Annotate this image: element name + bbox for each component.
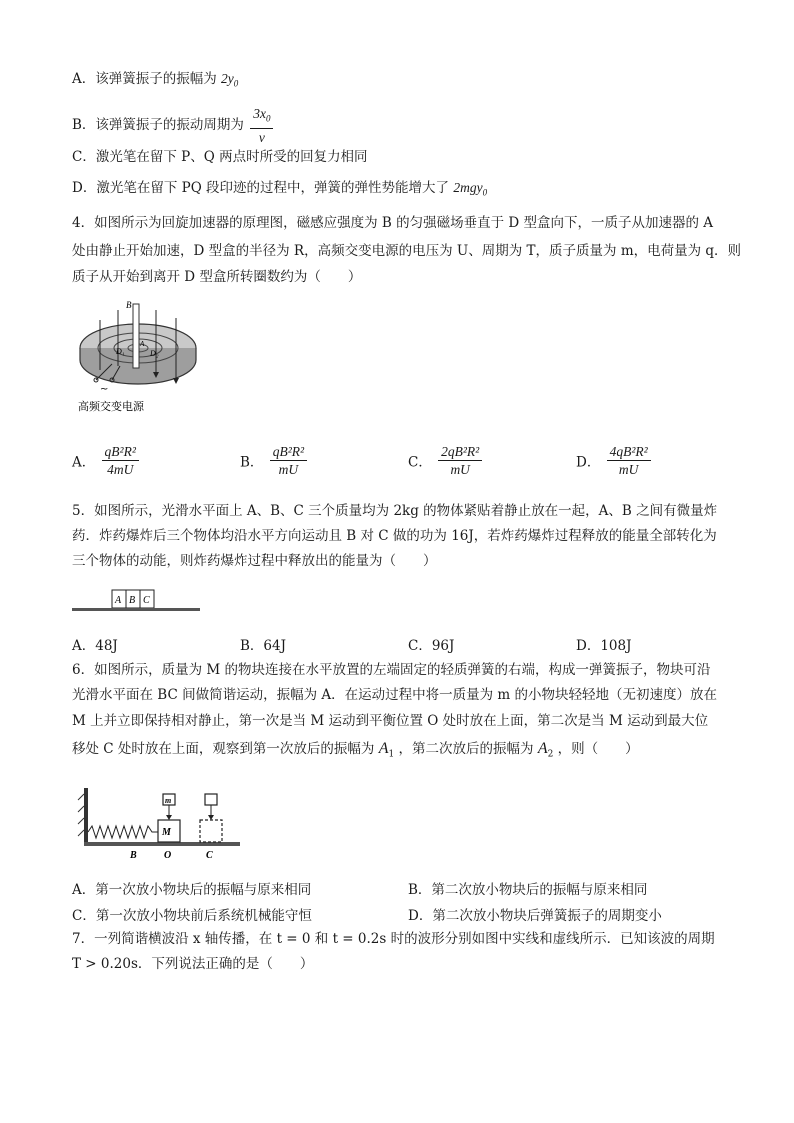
q4-line-1: 4．如图所示为回旋加速器的原理图，磁感应强度为 B 的匀强磁场垂直于 D 型盒向下，一质子从加速器的 A: [72, 215, 714, 231]
q3-option-b-den: v: [258, 129, 265, 145]
q4-line-3: 质子从开始到离开 D 型盒所转圈数约为（ ）: [72, 269, 362, 285]
q6-line-4-part-b: ，第二次放后的振幅为: [398, 741, 534, 757]
cyclotron-diagram: [76, 296, 200, 420]
q3-option-c: C．激光笔在留下 P、Q 两点时所受的回复力相同: [72, 149, 368, 165]
q6-a1-sub: 1: [388, 749, 395, 760]
q4-option-b-label: B．: [240, 454, 264, 471]
q4-option-a-num: qB²R²: [102, 443, 139, 461]
q4-option-d-label: D．: [576, 454, 601, 471]
q4-option-c-den: mU: [450, 462, 470, 477]
q3-option-d-sub: 0: [482, 187, 488, 198]
q6-line-4-part-c: ，则（ ）: [557, 741, 639, 757]
q3-option-a-text: A．该弹簧振子的振幅为: [72, 71, 217, 87]
q3-option-b: [72, 105, 275, 146]
q6-line-1: 6．如图所示，质量为 M 的物块连接在水平放置的左端固定的轻质弹簧的右端，构成一弹簧振子，物块可沿: [72, 662, 711, 678]
q6-line-4-part-a: 移处 C 处时放在上面，观察到第一次放后的振幅为: [72, 741, 375, 757]
q3-option-a-math: 2y: [221, 71, 234, 86]
q4-option-a-label: A．: [72, 454, 96, 471]
q4-option-d-den: mU: [618, 462, 639, 477]
cyclotron-label-d2: D₂: [150, 349, 159, 358]
q6-line-3: M 上并立即保持相对静止，第一次是当 M 运动到平衡位置 O 处时放在上面，第二次是当 M 运动到最大位: [72, 713, 709, 729]
small-block-m-label: m: [165, 796, 172, 805]
q6-option-d: D．第二次放小物块后弹簧振子的周期变小: [408, 908, 662, 924]
q6-option-a: A．第一次放小物块后的振幅与原来相同: [72, 882, 312, 898]
q4-option-d-num: 4qB²R²: [607, 443, 651, 461]
q6-option-c: C．第一次放小物块前后系统机械能守恒: [72, 908, 312, 924]
q6-line-2: 光滑水平面在 BC 间做简谐运动，振幅为 A．在运动过程中将一质量为 m 的小物块轻轻地（无初速度）放在: [72, 687, 718, 703]
cyclotron-label-b: B: [126, 300, 132, 310]
q4-option-a: [72, 443, 141, 478]
q5-option-b: B．64J: [240, 638, 287, 654]
q7-line-2: T > 0.20s．下列说法正确的是（ ）: [72, 956, 314, 972]
q5-line-2: 药．炸药爆炸后三个物体均沿水平方向运动且 B 对 C 做的功为 16J，若炸药爆炸过程释放的能量全部转化为: [72, 528, 717, 544]
q3-option-d-text: D．激光笔在留下 PQ 段印迹的过程中，弹簧的弹性势能增大了: [72, 180, 450, 196]
q3-option-b-fraction: [250, 105, 273, 146]
q4-option-c-label: C．: [408, 454, 432, 471]
block-c-label: C: [143, 595, 150, 606]
point-b-label: B: [130, 850, 137, 861]
point-c-label: C: [206, 850, 213, 861]
q4-option-c: [408, 443, 484, 478]
q5-option-a: A．48J: [72, 638, 118, 654]
block-b-label: B: [129, 595, 136, 606]
q6-a2-sub: 2: [547, 749, 554, 760]
q6-a1: A: [378, 740, 389, 757]
q5-line-3: 三个物体的动能，则炸药爆炸过程中释放出的能量为（ ）: [72, 553, 437, 569]
cyclotron-caption: 高频交变电源: [78, 400, 144, 413]
q4-option-a-den: 4mU: [107, 462, 134, 477]
cyclotron-tilde: ~: [100, 384, 109, 395]
q4-option-c-num: 2qB²R²: [438, 443, 482, 461]
q3-option-d: [72, 179, 487, 202]
q3-option-b-text: B．该弹簧振子的振动周期为: [72, 116, 244, 133]
spring-oscillator-diagram: [76, 784, 244, 864]
q6-line-4: [72, 740, 639, 764]
block-m-big-label: M: [162, 827, 171, 838]
q4-option-d: [576, 443, 653, 478]
q3-option-b-num: 3x: [253, 106, 266, 121]
q5-option-d: D．108J: [576, 638, 632, 654]
q4-option-b-den: mU: [278, 462, 299, 477]
q3-option-a-sub: 0: [233, 78, 239, 89]
q4-option-b-num: qB²R²: [270, 443, 307, 461]
q3-option-b-num-sub: 0: [265, 113, 271, 124]
q4-line-2: 处由静止开始加速，D 型盒的半径为 R，高频交变电源的电压为 U、周期为 T，质子质量为 m，电荷量为 q．则: [72, 243, 742, 259]
q4-option-b: [240, 443, 309, 478]
q6-option-b: B．第二次放小物块后的振幅与原来相同: [408, 882, 648, 898]
q3-option-a: [72, 70, 238, 93]
q7-line-1: 7．一列简谐横波沿 x 轴传播，在 t = 0 和 t = 0.2s 时的波形分别如图中实线和虚线所示．已知该波的周期: [72, 931, 715, 947]
point-o-label: O: [164, 850, 172, 861]
block-a-label: A: [115, 595, 122, 606]
q5-option-c: C．96J: [408, 638, 455, 654]
q3-option-d-math: 2mgy: [453, 180, 483, 195]
blocks-abc-diagram: [72, 586, 202, 616]
cyclotron-label-a: A: [140, 340, 145, 348]
q5-line-1: 5．如图所示，光滑水平面上 A、B、C 三个质量均为 2kg 的物体紧贴着静止放在一起，A、B 之间有微量炸: [72, 503, 718, 519]
cyclotron-label-d1: D₁: [116, 347, 125, 356]
q6-a2: A: [537, 740, 548, 757]
